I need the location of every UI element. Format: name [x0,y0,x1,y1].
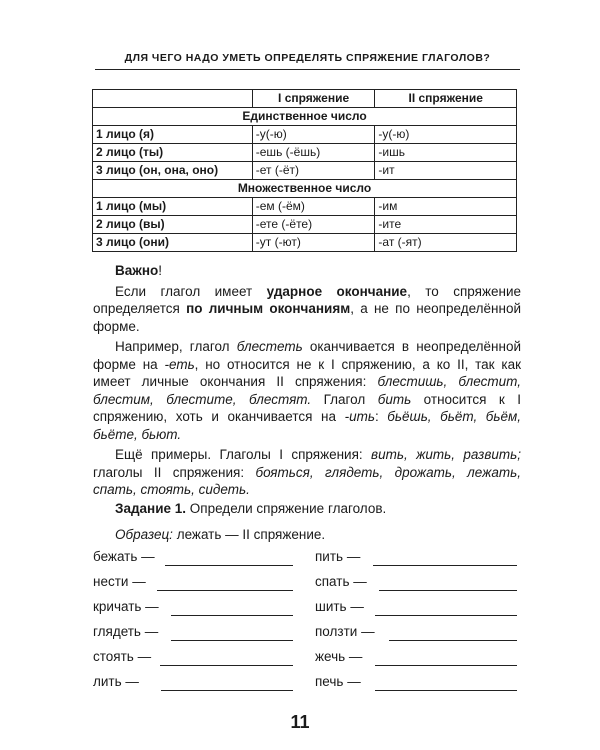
italic-example: вить, жить, развить; [371,447,521,462]
table-row [93,126,517,144]
exercise-verb-left: лить — [93,674,139,689]
italic-example: -ить [344,409,375,424]
exercise-verb-right: печь — [315,674,361,689]
sample-text: лежать — II спряжение. [176,527,326,542]
task-number: Задание 1. [115,501,187,516]
exercise-verb-left: бежать — [93,549,155,564]
answer-line[interactable] [161,690,293,691]
italic-example: бояться, глядеть, дрожать, лежать, спать, стоять, сидеть. [93,464,521,497]
note-paragraph-1 [93,283,521,336]
text-span: , а не по неопределённой форме. [93,301,521,334]
bold-term: ударное окончание [266,283,408,299]
table-header-second-conjugation: II спряжение [375,90,517,108]
text-span: Если глагол имеет [115,283,267,299]
answer-line[interactable] [379,590,517,591]
text-span: оканчивается в неопределённой форме на [93,339,521,372]
section-row-plural [93,180,517,198]
sample-label: Образец: [115,527,173,542]
ending-first-cell: -у(-ю) [252,126,375,144]
exercise-verb-left: нести — [93,574,146,589]
bold-term: по личным окончаниям [186,301,351,316]
italic-example: бьёшь, бьёт, бьём, бьёте, бьют. [93,409,521,442]
person-cell: 3 лицо (они) [93,234,253,252]
table-row [93,198,517,216]
task-heading [115,501,525,516]
answer-line[interactable] [373,565,517,566]
text-span: , но относится не к I спряжению, а ко II, так как имеет личные окончания II спряжения: [93,356,521,389]
italic-example: блестишь, блестит, блестим, блестите, блестят. [93,374,521,407]
task-instruction: Определи спряжение глаголов. [189,501,387,516]
answer-line[interactable] [165,565,293,566]
ending-first-cell: -ет (-ёт) [252,162,375,180]
note-paragraph-2 [93,338,521,443]
ending-second-cell: -ишь [375,144,517,162]
ending-second-cell: -у(-ю) [375,126,517,144]
table-row [93,162,517,180]
ending-first-cell: -ем (-ём) [252,198,375,216]
answer-line[interactable] [389,640,517,641]
ending-second-cell: -им [375,198,517,216]
exercise-verb-right: шить — [315,599,364,614]
person-cell: 1 лицо (мы) [93,198,253,216]
ending-first-cell: -ут (-ют) [252,234,375,252]
header-rule [95,69,520,70]
text-span: Ещё примеры. Глаголы I спряжения: [115,447,372,462]
answer-line[interactable] [171,640,293,641]
person-cell: 2 лицо (ты) [93,144,253,162]
section-title-singular: Единственное число [93,108,517,126]
ending-first-cell: -ете (-ёте) [252,216,375,234]
text-span: Например, глагол [115,339,237,354]
exercise-verb-left: кричать — [93,599,159,614]
text-span: относится к I спряжению, хоть и оканчивается на [93,391,521,424]
answer-line[interactable] [157,590,293,591]
ending-first-cell: -ешь (-ёшь) [252,144,375,162]
ending-second-cell: -ат (-ят) [375,234,517,252]
person-cell: 1 лицо (я) [93,126,253,144]
table-row [93,216,517,234]
text-span: : [374,409,388,424]
text-span: Глагол [311,391,378,407]
exercise-verb-right: жечь — [315,649,363,664]
answer-line[interactable] [375,690,517,691]
table-header-first-conjugation: I спряжение [252,90,375,108]
running-head: ДЛЯ ЧЕГО НАДО УМЕТЬ ОПРЕДЕЛЯТЬ СПРЯЖЕНИЕ ГЛАГОЛОВ? [124,52,491,64]
italic-example: бить [377,391,412,407]
page-number: 11 [290,712,310,732]
table-row [93,234,517,252]
conjugation-table [92,89,517,252]
ending-second-cell: -ит [375,162,517,180]
rule-note [93,262,521,499]
italic-example: -еть [164,356,195,372]
answer-line[interactable] [160,665,293,666]
ending-second-cell: -ите [375,216,517,234]
answer-line[interactable] [375,665,517,666]
text-span: , то спряжение определяется [93,283,522,316]
note-heading-line [93,262,521,280]
person-cell: 3 лицо (он, она, оно) [93,162,253,180]
note-paragraph-3 [93,446,521,499]
exercise-verb-left: стоять — [93,649,152,664]
exercise-grid [93,545,523,695]
table-header-empty [93,90,253,108]
section-title-plural: Множественное число [93,180,517,198]
exercise-verb-left: глядеть — [93,624,159,639]
person-cell: 2 лицо (вы) [93,216,253,234]
answer-line[interactable] [375,615,517,616]
section-row-singular [93,108,517,126]
task-sample [115,527,325,542]
exercise-verb-right: пить — [315,549,361,564]
exercise-verb-right: ползти — [315,624,375,639]
italic-example: блестеть [236,339,303,354]
answer-line[interactable] [171,615,293,616]
text-span: глаголы II спряжения: [93,464,256,480]
table-row [93,144,517,162]
exercise-verb-right: спать — [315,574,367,589]
note-heading-mark: ! [158,263,162,278]
table-header-row [93,90,517,108]
note-heading: Важно [115,263,159,278]
